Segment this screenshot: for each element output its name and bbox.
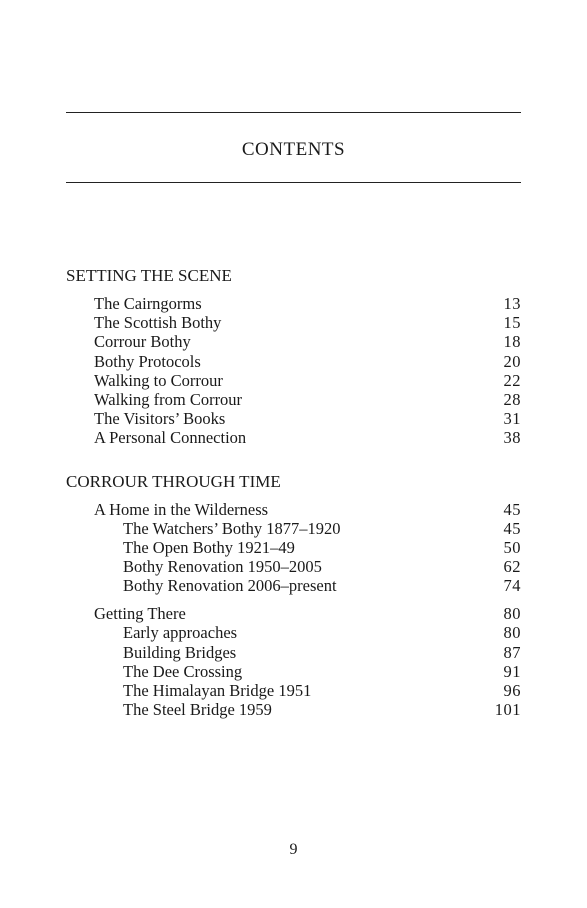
toc-entry-page-number: 96 xyxy=(503,681,521,700)
toc-entry-page-number: 101 xyxy=(494,700,521,719)
toc-entry[interactable] xyxy=(123,662,521,681)
bottom-rule xyxy=(66,182,521,183)
toc-entry[interactable] xyxy=(94,313,521,332)
toc-entry-page-number: 22 xyxy=(503,371,521,390)
toc-entry-page-number: 45 xyxy=(503,519,521,538)
toc-entry[interactable] xyxy=(94,332,521,351)
toc-entry-title: Bothy Renovation 2006–present xyxy=(123,576,337,595)
toc-entry[interactable] xyxy=(94,500,521,519)
toc-entry-page-number: 13 xyxy=(503,294,521,313)
toc-entry-title: The Dee Crossing xyxy=(123,662,243,681)
toc-entry-title: A Personal Connection xyxy=(94,428,247,447)
toc-entry-page-number: 62 xyxy=(503,557,521,576)
toc-entry-title: Walking to Corrour xyxy=(94,371,223,390)
toc-entry-title: Bothy Protocols xyxy=(94,352,201,371)
toc-entry-page-number: 45 xyxy=(503,500,521,519)
toc-entry-page-number: 87 xyxy=(503,643,521,662)
toc-entry-title: Corrour Bothy xyxy=(94,332,191,351)
toc-entry-title: Early approaches xyxy=(123,623,238,642)
toc-entry-title: The Open Bothy 1921–49 xyxy=(123,538,295,557)
toc-entry[interactable] xyxy=(123,643,521,662)
toc-entry-title: The Himalayan Bridge 1951 xyxy=(123,681,312,700)
toc-entry[interactable] xyxy=(123,538,521,557)
toc-entry-page-number: 50 xyxy=(503,538,521,557)
toc-entry-page-number: 18 xyxy=(503,332,521,351)
toc-entry[interactable] xyxy=(123,623,521,642)
toc-entry[interactable] xyxy=(94,409,521,428)
toc-entry-page-number: 91 xyxy=(503,662,521,681)
toc-entry[interactable] xyxy=(123,557,521,576)
toc-entry[interactable] xyxy=(94,428,521,447)
toc-entry[interactable] xyxy=(94,294,521,313)
toc-entry-page-number: 31 xyxy=(503,409,521,428)
toc-entry-page-number: 38 xyxy=(503,428,521,447)
top-rule xyxy=(66,112,521,113)
toc-entry[interactable] xyxy=(123,519,521,538)
toc-entry-page-number: 80 xyxy=(503,604,521,623)
toc-entry-page-number: 20 xyxy=(503,352,521,371)
toc-entry[interactable] xyxy=(94,604,521,623)
toc-entry-title: Getting There xyxy=(94,604,186,623)
toc-entry-title: The Watchers’ Bothy 1877–1920 xyxy=(123,519,341,538)
toc-entry-title: The Steel Bridge 1959 xyxy=(123,700,272,719)
toc-entry-page-number: 28 xyxy=(503,390,521,409)
toc-entry[interactable] xyxy=(94,352,521,371)
section-heading: CORROUR THROUGH TIME xyxy=(66,472,281,491)
page-title: CONTENTS xyxy=(241,139,346,160)
toc-entry[interactable] xyxy=(123,700,521,719)
section-heading: SETTING THE SCENE xyxy=(66,266,232,285)
toc-entry-page-number: 74 xyxy=(503,576,521,595)
toc-entry-page-number: 80 xyxy=(503,623,521,642)
toc-entry-title: The Cairngorms xyxy=(94,294,202,313)
toc-entry-page-number: 15 xyxy=(503,313,521,332)
toc-entry-title: Building Bridges xyxy=(123,643,237,662)
toc-entry-title: The Visitors’ Books xyxy=(94,409,226,428)
toc-entry[interactable] xyxy=(94,390,521,409)
toc-entry-title: A Home in the Wilderness xyxy=(94,500,269,519)
page-number: 9 xyxy=(289,841,298,858)
toc-entry-title: Bothy Renovation 1950–2005 xyxy=(123,557,322,576)
toc-entry[interactable] xyxy=(94,371,521,390)
toc-entry[interactable] xyxy=(123,681,521,700)
toc-entry-title: Walking from Corrour xyxy=(94,390,243,409)
toc-entry-title: The Scottish Bothy xyxy=(94,313,222,332)
toc-entry[interactable] xyxy=(123,576,521,595)
